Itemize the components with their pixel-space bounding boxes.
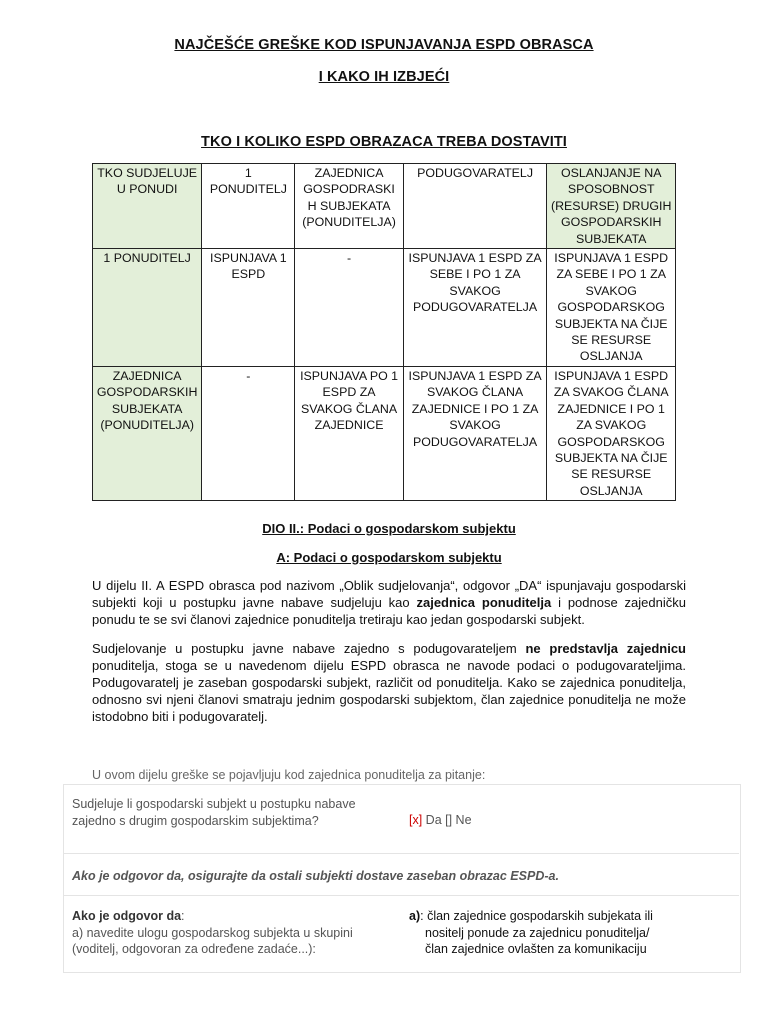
table-header-cell: PODUGOVARATELJ (403, 164, 547, 249)
table-cell: ZAJEDNICA GOSPODARSKIH SUBJEKATA (PONUDITELJA) (93, 366, 202, 500)
document-title-line2: I KAKO IH IZBJEĆI (318, 69, 450, 85)
table-cell: ISPUNJAVA 1 ESPD ZA SVAKOG ČLANA ZAJEDNICE I PO 1 ZA SVAKOG PODUGOVARATELJA (403, 366, 547, 500)
table-header-row (93, 164, 676, 249)
paragraph-podugovaratelj: Sudjelovanje u postupku javne nabave zajedno s podugovarateljem ne predstavlja zajednicu ponuditelja, stoga se u navedenom dijelu ESPD obrasca ne navode podaci o podugovarateljima. Podugovaratelj je zaseban gospodarski subjekt, različit od ponuditelja. Kako se zajednica ponuditelja, odnosno svi njeni članovi smatraju jednim gospodarski subjektom, član zajednice ponuditelja ne može istodobno biti i podugovaratelj. (92, 641, 686, 724)
table-cell: ISPUNJAVA 1 ESPD (202, 249, 295, 367)
form-question: Sudjeluje li gospodarski subjekt u postupku nabave zajedno s drugim gospodarskim subjektima? (72, 797, 356, 828)
table-header-cell: OSLANJANJE NA SPOSOBNOST (RESURSE) DRUGIH GOSPODARSKIH SUBJEKATA (547, 164, 676, 249)
document-title-line1: NAJČEŠĆE GREŠKE KOD ISPUNJAVANJA ESPD OBRASCA (174, 37, 594, 53)
table-cell: - (202, 366, 295, 500)
espd-table (92, 163, 676, 501)
table-row (93, 249, 676, 367)
table-cell: ISPUNJAVA 1 ESPD ZA SVAKOG ČLANA ZAJEDNICE I PO 1 ZA SVAKOG GOSPODARSKOG SUBJEKTA NA ČIJE SE RESURSE OSLJANJA (547, 366, 676, 500)
dio-title: DIO II.: Podaci o gospodarskom subjektu (262, 521, 516, 536)
table-cell: - (295, 249, 403, 367)
form-divider (64, 895, 739, 896)
table-cell: ISPUNJAVA 1 ESPD ZA SEBE I PO 1 ZA SVAKOG PODUGOVARATELJA (403, 249, 547, 367)
form-answer: [x] Da [] Ne (409, 813, 472, 827)
form-note: Ako je odgovor da, osigurajte da ostali subjekti dostave zaseban obrazac ESPD-a. (72, 869, 559, 883)
form-role-answer: a): član zajednice gospodarskih subjekata ili nositelj ponude za zajednicu ponuditelja/ član zajednice ovlašten za komunikaciju (409, 909, 653, 956)
table-header-cell: TKO SUDJELUJE U PONUDI (93, 164, 202, 249)
table-cell: ISPUNJAVA PO 1 ESPD ZA SVAKOG ČLANA ZAJEDNICE (295, 366, 403, 500)
table-cell: ISPUNJAVA 1 ESPD ZA SEBE I PO 1 ZA SVAKOG GOSPODARSKOG SUBJEKTA NA ČIJE SE RESURSE OSLJANJA (547, 249, 676, 367)
section-title: TKO I KOLIKO ESPD OBRAZACA TREBA DOSTAVITI (201, 134, 567, 150)
table-header-cell: 1 PONUDITELJ (202, 164, 295, 249)
form-intro: U ovom dijelu greške se pojavljuju kod zajednica ponuditelja za pitanje: (92, 768, 486, 782)
paragraph-oblik-sudjelovanja: U dijelu II. A ESPD obrasca pod nazivom „Oblik sudjelovanja“, odgovor „DA“ ispunjavaju gospodarski subjekti koji u postupku javne nabave sudjeluju kao zajednica ponuditelja i podnose zajedničku ponudu te se svi članovi zajednice ponuditelja tretiraju kao jedan gospodarski subjekt. (92, 578, 686, 627)
table-row (93, 366, 676, 500)
table-cell: 1 PONUDITELJ (93, 249, 202, 367)
form-divider (64, 853, 739, 854)
table-header-cell: ZAJEDNICA GOSPODRASKI H SUBJEKATA (PONUDITELJA) (295, 164, 403, 249)
form-condition: Ako je odgovor da: a) navedite ulogu gospodarskog subjekta u skupini (voditelj, odgovoran za određene zadaće...): (72, 909, 353, 956)
dio-subtitle: A: Podaci o gospodarskom subjektu (276, 550, 502, 565)
